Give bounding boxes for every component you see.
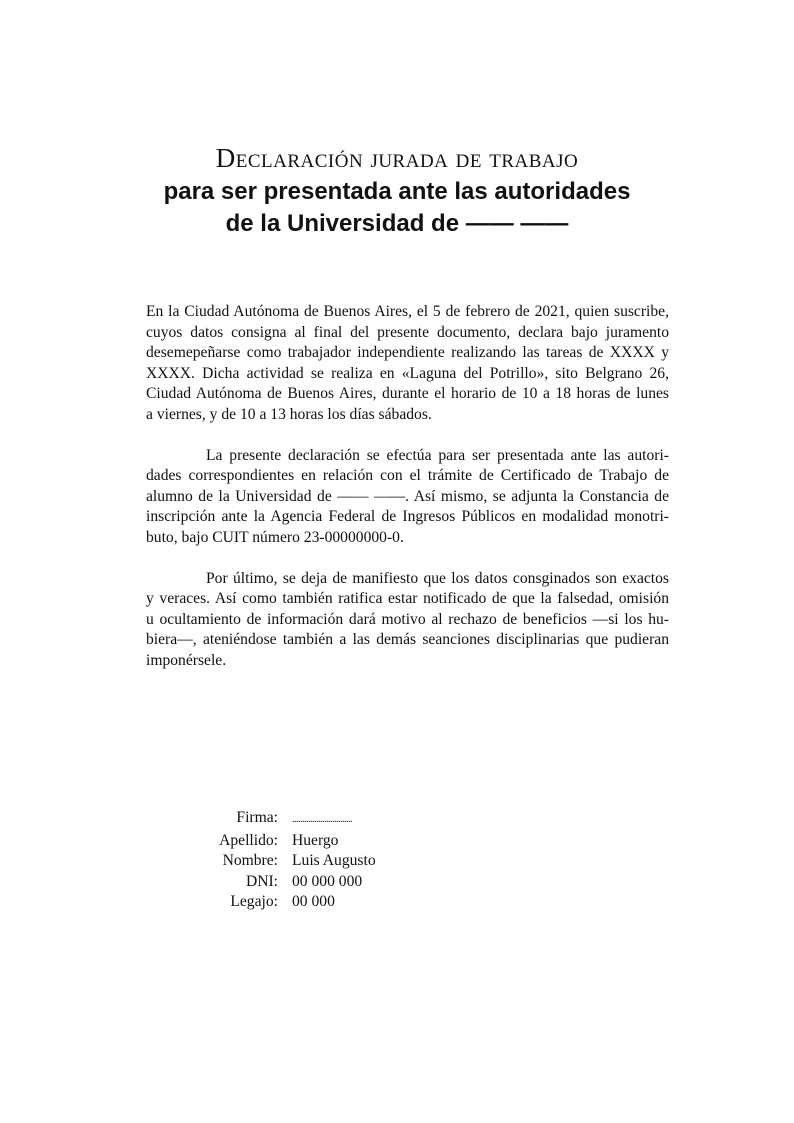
paragraph-line: Ciudad Autónoma de Buenos Aires, durante el horario de 10 a 18 horas de lunes xyxy=(146,385,669,403)
document-title xyxy=(0,140,794,176)
signature-row-firma xyxy=(200,808,376,831)
signature-row-nombre xyxy=(200,851,376,872)
paragraph-line: desemepeñarse como trabajador independiente realizando las tareas de XXXX y xyxy=(146,344,669,362)
paragraph-line: dades correspondientes en relación con el trámite de Certificado de Trabajo de xyxy=(146,467,669,485)
paragraph-declaration xyxy=(146,302,669,426)
paragraph-line: buto, bajo CUIT número 23-00000000-0. xyxy=(146,528,404,546)
legajo-value: 00 000 xyxy=(292,893,335,911)
document-title-text: Declaración jurada de trabajo xyxy=(215,143,579,173)
paragraph-line: cuyos datos consigna al final del presente documento, declara bajo juramento xyxy=(146,323,669,341)
paragraph-line: y veraces. Así como también ratifica estar notificado de que la falsedad, omisión xyxy=(146,590,669,608)
dni-label: DNI: xyxy=(245,872,278,890)
paragraph-line: u ocultamiento de información dará motivo al rechazo de beneficios —si los hu- xyxy=(146,610,669,628)
document-header xyxy=(0,140,794,240)
paragraph-line: a viernes, y de 10 a 13 horas los días sábados. xyxy=(146,405,432,423)
firma-line: .............................. xyxy=(292,814,352,825)
paragraph-line: La presente declaración se efectúa para ser presentada ante las autori- xyxy=(206,446,669,464)
apellido-label: Apellido: xyxy=(219,831,278,849)
paragraph-line: XXXX. Dicha actividad se realiza en «Laguna del Potrillo», sito Belgrano 26, xyxy=(146,364,669,382)
firma-label: Firma: xyxy=(236,809,278,826)
apellido-value: Huergo xyxy=(292,831,339,849)
nombre-label: Nombre: xyxy=(222,852,278,870)
dni-value: 00 000 000 xyxy=(292,872,363,890)
paragraph-purpose xyxy=(146,446,669,549)
signature-row-dni xyxy=(200,872,376,893)
legajo-label: Legajo: xyxy=(230,893,278,911)
paragraph-veracity xyxy=(146,569,669,672)
paragraph-line: inscripción ante la Agencia Federal de Ingresos Públicos en modalidad monotri- xyxy=(146,508,669,526)
paragraph-line: imponérsele. xyxy=(146,651,227,669)
nombre-value: Luis Augusto xyxy=(292,852,376,870)
document-subtitle-line-2: de la Universidad de —— —— xyxy=(225,210,569,237)
paragraph-line: Por último, se deja de manifiesto que los datos consginados son exactos xyxy=(206,569,669,587)
paragraph-line: biera—, ateniéndose también a las demás seanciones disciplinarias que pudieran xyxy=(146,631,669,649)
paragraph-line: En la Ciudad Autónoma de Buenos Aires, el 5 de febrero de 2021, quien suscribe, xyxy=(146,303,669,320)
document-body xyxy=(146,302,669,692)
document-subtitle-line-1: para ser presentada ante las autoridades xyxy=(163,178,631,205)
signature-row-apellido xyxy=(200,831,376,852)
signature-row-legajo xyxy=(200,892,376,913)
signature-block xyxy=(200,808,376,913)
paragraph-line: alumno de la Universidad de —— ——. Así mismo, se adjunta la Constancia de xyxy=(146,487,669,505)
